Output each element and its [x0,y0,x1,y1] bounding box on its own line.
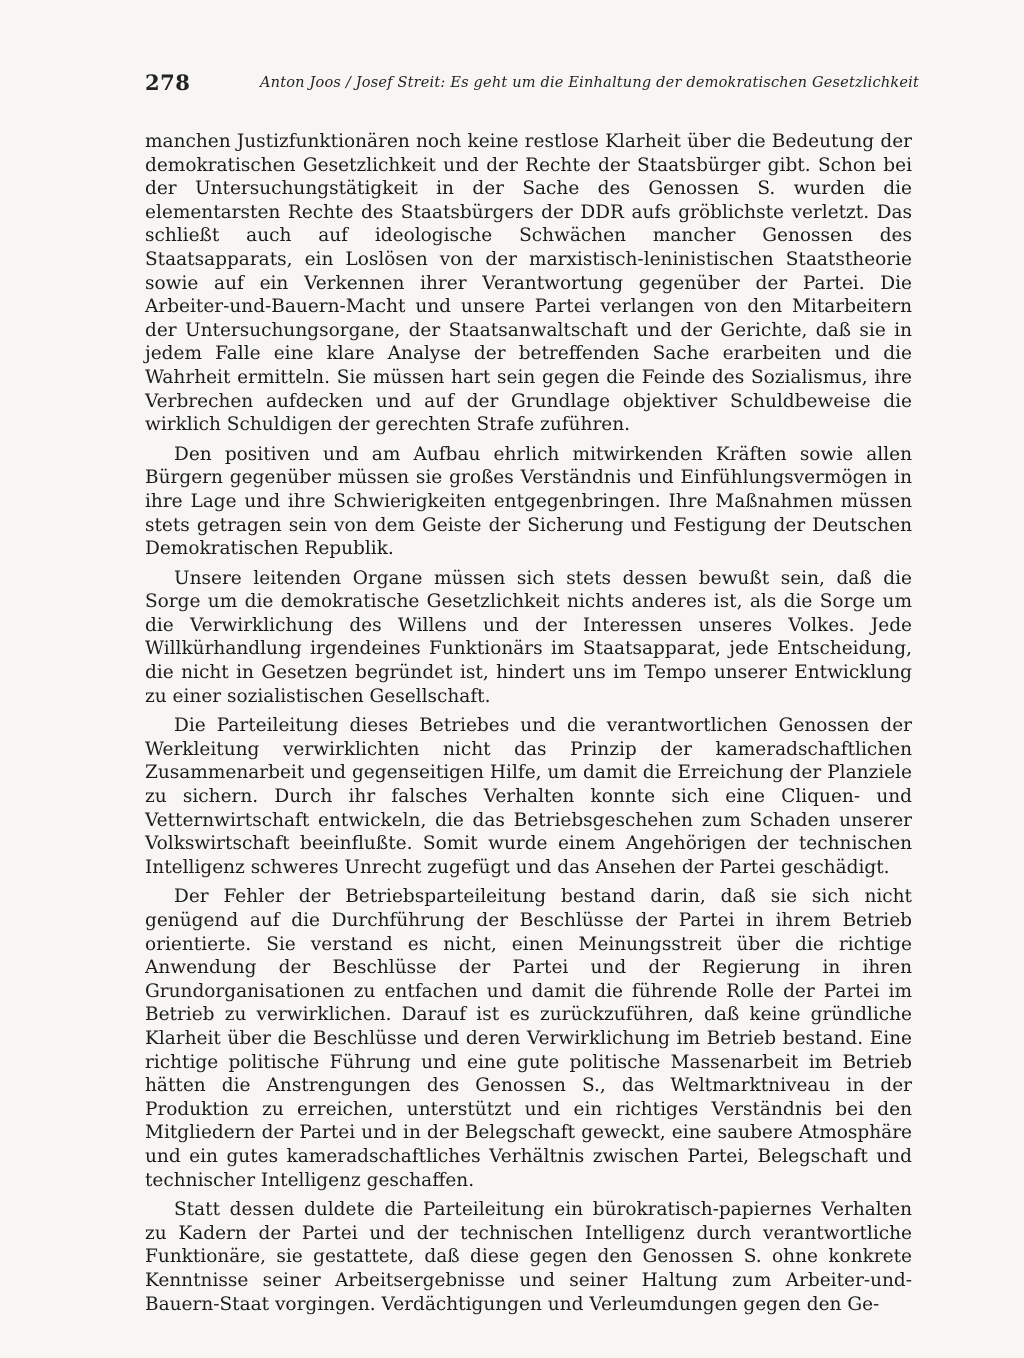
paragraph: Die Parteileitung dieses Betriebes und die verantwortlichen Genossen der Werkleitung verwirklichten nicht das Prinzip der kameradschaftlichen Zusammenarbeit und gegenseitigen Hilfe, um damit die Erreichung der Planziele zu sichern. Durch ihr falsches Verhalten konnte sich eine Cliquen- und Vetternwirtschaft entwickeln, die das Betriebsgeschehen zum Schaden unserer Volkswirtschaft beeinflußte. Somit wurde einem Angehörigen der technischen Intelligenz schweres Unrecht zugefügt und das Ansehen der Partei geschädigt. [145,715,912,878]
page-number: 278 [145,70,191,95]
body-text [145,130,912,1322]
paragraph: Den positiven und am Aufbau ehrlich mitwirkenden Kräften sowie allen Bürgern gegenüber müssen sie großes Verständnis und Einfühlungsvermögen in ihre Lage und ihre Schwierigkeiten entgegenbringen. Ihre Maßnahmen müssen stets getragen sein von dem Geiste der Sicherung und Festigung der Deutschen Demokratischen Republik. [145,443,912,560]
page-header [145,70,919,98]
paragraph: Unsere leitenden Organe müssen sich stets dessen bewußt sein, daß die Sorge um die demokratische Gesetzlichkeit nichts anderes ist, als die Sorge um die Verwirklichung des Willens und der Interessen unseres Volkes. Jede Willkürhandlung irgendeines Funktionärs im Staatsapparat, jede Entscheidung, die nicht in Gesetzen begründet ist, hindert uns im Tempo unserer Entwicklung zu einer sozialistischen Gesellschaft. [145,567,912,707]
paragraph: manchen Justizfunktionären noch keine restlose Klarheit über die Bedeutung der demokratischen Gesetzlichkeit und der Rechte der Staatsbürger gibt. Schon bei der Untersuchungstätigkeit in der Sache des Genossen S. wurden die elementarsten Rechte des Staatsbürgers der DDR aufs gröblichste verletzt. Das schließt auch auf ideologische Schwächen mancher Genossen des Staatsapparats, ein Loslösen von der marxistisch-leninistischen Staatstheorie sowie auf ein Verkennen ihrer Verantwortung gegenüber der Partei. Die Arbeiter-und-Bauern-Macht und unsere Partei verlangen von den Mitarbeitern der Untersuchungsorgane, der Staatsanwaltschaft und der Gerichte, daß sie in jedem Falle eine klare Analyse der betreffenden Sache erarbeiten und die Wahrheit ermitteln. Sie müssen hart sein gegen die Feinde des Sozialismus, ihre Verbrechen aufdecken und auf der Grundlage objektiver Schuldbeweise die wirklich Schuldigen der gerechten Strafe zuführen. [145,131,912,436]
paragraph: Statt dessen duldete die Parteileitung ein bürokratisch-papiernes Verhalten zu Kadern der Partei und der technischen Intelligenz durch verantwortliche Funktionäre, sie gestattete, daß diese gegen den Genossen S. ohne konkrete Kenntnisse seiner Arbeitsergebnisse und seiner Haltung zum Arbeiter-und-Bauern-Staat vorgingen. Verdächtigungen und Verleumdungen gegen den Ge- [145,1199,912,1315]
running-title: Anton Joos / Josef Streit: Es geht um die Einhaltung der demokratischen Gesetzlichkeit [260,75,919,91]
paragraph: Der Fehler der Betriebsparteileitung bestand darin, daß sie sich nicht genügend auf die Durchführung der Beschlüsse der Partei in ihrem Betrieb orientierte. Sie verstand es nicht, einen Meinungsstreit über die richtige Anwendung der Beschlüsse der Partei und der Regierung in ihren Grundorganisationen zu entfachen und damit die führende Rolle der Partei im Betrieb zu verwirklichen. Darauf ist es zurückzuführen, daß keine gründliche Klarheit über die Beschlüsse und deren Verwirklichung im Betrieb bestand. Eine richtige politische Führung und eine gute politische Massenarbeit im Betrieb hätten die Anstrengungen des Genossen S., das Weltmarktniveau in der Produktion zu erreichen, unterstützt und ein richtiges Verständnis bei den Mitgliedern der Partei und in der Belegschaft geweckt, eine saubere Atmosphäre und ein gutes kameradschaftliches Verhältnis zwischen Partei, Belegschaft und technischer Intelligenz geschaffen. [145,886,912,1191]
